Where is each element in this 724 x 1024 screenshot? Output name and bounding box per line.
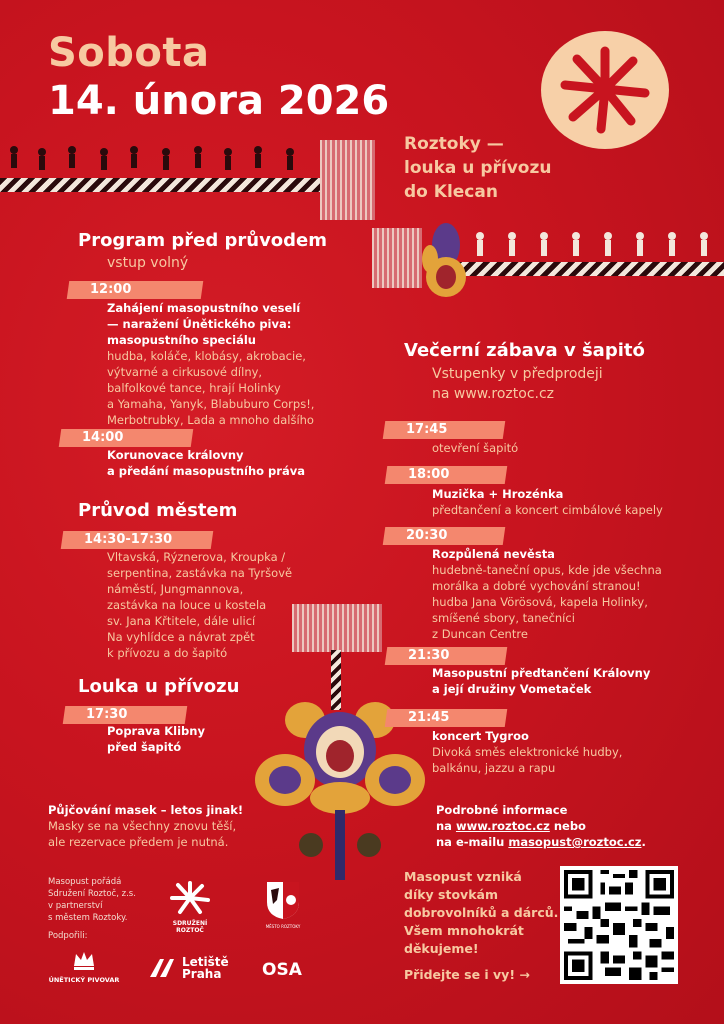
brewery-logo	[48, 950, 120, 984]
roztoc-logo-line: SDRUŽENÍ	[172, 920, 208, 927]
thanks-line: díky stovkám	[404, 887, 498, 902]
more-info-line1	[436, 818, 646, 834]
organizer-line: v partnerství	[48, 901, 103, 911]
event-desc-line: výtvarné a cirkusové dílny,	[107, 365, 263, 379]
route-line: náměstí, Jungmannova,	[107, 582, 244, 596]
supported-label: Podpořili:	[48, 931, 88, 941]
organizer-info	[48, 876, 136, 942]
evening-sub-line: Vstupenky v předprodeji	[432, 366, 603, 382]
event-title-line: Rozpůlená nevěsta	[432, 547, 555, 561]
event-desc-line: hudba, koláče, klobásy, akrobacie,	[107, 349, 306, 363]
dancers-embroidery-icon	[0, 140, 320, 180]
event-desc-line: Merbotrubky, Lada a mnoho dalšího	[107, 413, 314, 427]
email-link[interactable]: masopust@roztoc.cz	[508, 835, 642, 849]
route-line: Na vyhlídce a návrat zpět	[107, 630, 255, 644]
time-label: 14:00	[82, 430, 124, 445]
masks-title: Půjčování masek – letos jinak!	[48, 803, 244, 817]
airport-wing-icon	[148, 957, 178, 979]
airport-logo	[148, 956, 229, 980]
event-desc-line: Divoká směs elektronické hudby,	[432, 745, 623, 759]
location	[404, 132, 551, 204]
qr-code[interactable]	[560, 866, 678, 984]
more-info-title: Podrobné informace	[436, 803, 568, 817]
prefix: na	[436, 819, 456, 833]
event-1800	[432, 486, 663, 518]
prefix: na e-mailu	[436, 835, 509, 849]
flower-embroidery-small-icon	[416, 215, 476, 310]
event-title-line: masopustního speciálu	[107, 333, 256, 347]
event-title-line: Zahájení masopustního veselí	[107, 301, 301, 315]
route-line: Vltavská, Rýznerova, Kroupka /	[107, 550, 286, 564]
event-title-line: koncert Tygroo	[432, 729, 529, 743]
route-line: sv. Jana Křtitele, dále ulicí	[107, 614, 256, 628]
event-2145	[432, 728, 622, 776]
time-label: 17:45	[406, 422, 448, 437]
embroidery-band-right	[455, 262, 724, 276]
more-info-line2	[436, 834, 646, 850]
organizer-line: Sdružení Roztoč, z.s.	[48, 889, 136, 899]
route-line: k přívozu a do šapitó	[107, 646, 228, 660]
event-title-line: Poprava Klibny	[107, 724, 205, 738]
event-title-line: — naražení Únětického piva:	[107, 317, 292, 331]
coat-of-arms-icon	[265, 880, 301, 920]
time-label: 21:45	[408, 710, 450, 725]
airport-line: Praha	[182, 967, 222, 981]
time-tag-1200	[67, 281, 204, 299]
website-link[interactable]: www.roztoc.cz	[455, 819, 550, 833]
program-subtitle: vstup volný	[107, 255, 189, 271]
brewery-name: ÚNĚTICKÝ PIVOVAR	[48, 976, 120, 984]
time-tag-2030	[383, 527, 506, 545]
event-desc-line: smíšené sbory, tanečníci	[432, 611, 575, 625]
qr-code-icon	[560, 866, 678, 984]
masks-line: ale rezervace předem je nutná.	[48, 835, 229, 849]
masks-info	[48, 802, 243, 850]
event-desc-line: a Yamaha, Yanyk, Blabuburo Corps!,	[107, 397, 315, 411]
time-label: 21:30	[408, 648, 450, 663]
time-label: 14:30-17:30	[84, 532, 173, 547]
join-us-link[interactable]: Přidejte se i vy! →	[404, 967, 530, 982]
event-desc-line: balkánu, jazzu a rapu	[432, 761, 556, 775]
event-desc-line: hudebně-taneční opus, kde jde všechna	[432, 563, 662, 577]
fringe-tassel-right	[372, 228, 422, 288]
roztoc-logo-line: ROZTOČ	[176, 927, 204, 934]
time-label: 17:30	[86, 707, 128, 722]
time-label: 12:00	[90, 282, 132, 297]
event-desc-line: hudba Jana Vörösová, kapela Holinky,	[432, 595, 648, 609]
date-full: 14. února 2026	[48, 78, 390, 124]
time-label: 20:30	[406, 528, 448, 543]
event-2030	[432, 546, 662, 642]
sun-logo-icon	[541, 31, 669, 149]
event-title-line: a její družiny Vometaček	[432, 682, 592, 696]
roztoc-logo-circle	[541, 31, 669, 149]
suffix: .	[641, 835, 646, 849]
event-title-line: před šapitó	[107, 740, 182, 754]
organizer-line: s městem Roztoky.	[48, 913, 128, 923]
route-line: serpentina, zastávka na Tyršově	[107, 566, 293, 580]
dancers-embroidery-right-icon	[460, 228, 724, 262]
date-day: Sobota	[48, 30, 210, 76]
event-2130	[432, 665, 650, 697]
masks-line: Masky se na všechny znovu těší,	[48, 819, 237, 833]
time-tag-parade	[61, 531, 214, 549]
event-title-line: a předání masopustního práva	[107, 464, 305, 478]
event-desc-line: předtančení a koncert cimbálové kapely	[432, 503, 663, 517]
time-tag-1800	[385, 466, 508, 484]
event-desc-line: morálka a dobré vychování stranou!	[432, 579, 641, 593]
city-logo-text: MĚSTO ROZTOKY	[265, 924, 301, 929]
event-title-line: Muzička + Hrozénka	[432, 487, 564, 501]
thanks-line: dobrovolníků a dárců.	[404, 905, 559, 920]
thanks-block	[404, 868, 558, 984]
event-title-line: Masopustní předtančení Královny	[432, 666, 651, 680]
suffix: nebo	[549, 819, 586, 833]
meadow-title: Louka u přívozu	[78, 676, 240, 697]
parade-route	[107, 549, 292, 661]
roztoc-logo	[160, 880, 220, 934]
event-desc-line: balfolkové tance, hrají Holinky	[107, 381, 281, 395]
thanks-line: Masopust vzniká	[404, 869, 522, 884]
location-line: louka u přívozu	[404, 158, 552, 178]
evening-sub-line: na www.roztoc.cz	[432, 386, 555, 402]
more-info	[436, 802, 646, 850]
event-1200	[107, 300, 314, 428]
fringe-top-center	[292, 604, 382, 652]
route-line: zastávka na louce u kostela	[107, 598, 267, 612]
time-tag-1745	[383, 421, 506, 439]
event-1730	[107, 723, 205, 755]
time-tag-1730	[63, 706, 188, 724]
event-1400	[107, 447, 305, 479]
organizer-line: Masopust pořádá	[48, 877, 122, 887]
embroidery-band-top	[0, 178, 320, 192]
roztoc-sun-icon	[168, 880, 212, 916]
osa-logo: OSA	[262, 960, 302, 980]
fringe-tassel	[320, 140, 375, 220]
program-title: Program před průvodem	[78, 230, 328, 251]
city-logo	[262, 880, 304, 929]
airport-text	[182, 956, 229, 980]
time-tag-1400	[59, 429, 194, 447]
time-label: 18:00	[408, 467, 450, 482]
event-desc-line: otevření šapitó	[432, 441, 519, 455]
brewery-crown-icon	[72, 950, 96, 972]
time-tag-2130	[385, 647, 508, 665]
time-tag-2145	[385, 709, 508, 727]
event-1745	[432, 440, 518, 456]
airport-line: Letiště	[182, 955, 229, 969]
event-title-line: Korunovace královny	[107, 448, 244, 462]
evening-sub	[432, 364, 603, 404]
parade-title: Průvod městem	[78, 500, 238, 521]
event-desc-line: z Duncan Centre	[432, 627, 528, 641]
thanks-line: děkujeme!	[404, 941, 479, 956]
location-line: Roztoky —	[404, 134, 504, 154]
evening-title: Večerní zábava v šapitó	[404, 340, 645, 361]
thanks-line: Všem mnohokrát	[404, 923, 524, 938]
location-line: do Klecan	[404, 182, 498, 202]
